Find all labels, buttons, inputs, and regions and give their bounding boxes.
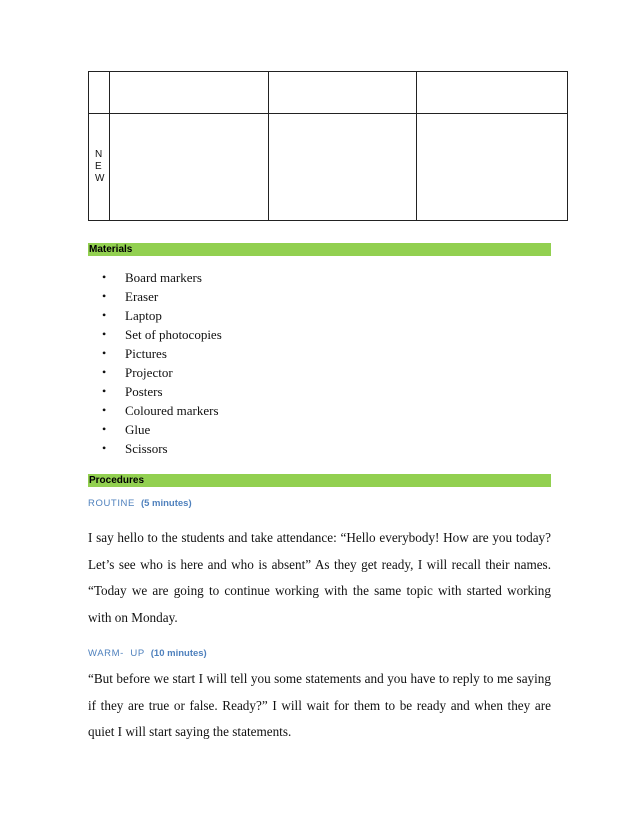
table-cell: [417, 72, 568, 114]
bullet-icon: •: [102, 327, 107, 341]
table-cell: [269, 114, 417, 221]
procedures-heading: Procedures: [89, 475, 145, 486]
procedures-heading-bar: [88, 474, 551, 487]
lesson-plan-table: [88, 71, 568, 221]
row-label-letter: E: [95, 161, 102, 172]
table-cell: [110, 72, 269, 114]
bullet-icon: •: [102, 441, 107, 455]
table-cell: [417, 114, 568, 221]
table-cell: [89, 72, 110, 114]
bullet-icon: •: [102, 308, 107, 322]
vertical-row-label: [89, 149, 109, 185]
list-item: • Eraser: [102, 289, 159, 304]
bullet-icon: •: [102, 403, 107, 417]
bullet-icon: •: [102, 384, 107, 398]
list-item: • Laptop: [102, 308, 162, 323]
bullet-icon: •: [102, 270, 107, 284]
routine-duration: (5 minutes): [140, 498, 192, 509]
bullet-icon: •: [102, 422, 107, 436]
materials-heading-bar: [88, 243, 551, 256]
table-cell: [269, 72, 417, 114]
list-item: • Set of photocopies: [102, 327, 222, 342]
warmup-subheading: [88, 648, 207, 659]
bullet-icon: •: [102, 346, 107, 360]
list-item: • Glue: [102, 422, 151, 437]
list-item: • Coloured markers: [102, 403, 219, 418]
list-item: • Board markers: [102, 270, 202, 285]
table-row: [89, 72, 568, 114]
warmup-title: WARM- UP: [88, 648, 145, 659]
bullet-icon: •: [102, 365, 107, 379]
warmup-paragraph: “But before we start I will tell you some statements and you have to reply to me saying if they are true or false. Ready?” I will wait for them to be ready and when they are quiet I will start saying the statements.: [88, 671, 551, 739]
table-cell: [110, 114, 269, 221]
list-item: • Projector: [102, 365, 173, 380]
row-label-letter: W: [95, 173, 105, 184]
routine-title: ROUTINE: [88, 498, 135, 509]
materials-list: [102, 268, 222, 458]
bullet-icon: •: [102, 289, 107, 303]
routine-paragraph: I say hello to the students and take attendance: “Hello everybody! How are you today? Let’s see who is here and who is absent” As they get ready, I will recall their names. “Today we are going to continue working with the same topic with started working with on Monday.: [88, 530, 551, 625]
warmup-duration: (10 minutes): [150, 648, 207, 659]
table-cell-row-label: [89, 114, 110, 221]
table-row: [89, 114, 568, 221]
row-label-letter: N: [95, 149, 103, 160]
materials-heading: Materials: [89, 244, 133, 255]
routine-subheading: [88, 498, 192, 509]
list-item: • Pictures: [102, 346, 167, 361]
list-item: • Posters: [102, 384, 163, 399]
list-item: • Scissors: [102, 441, 168, 456]
